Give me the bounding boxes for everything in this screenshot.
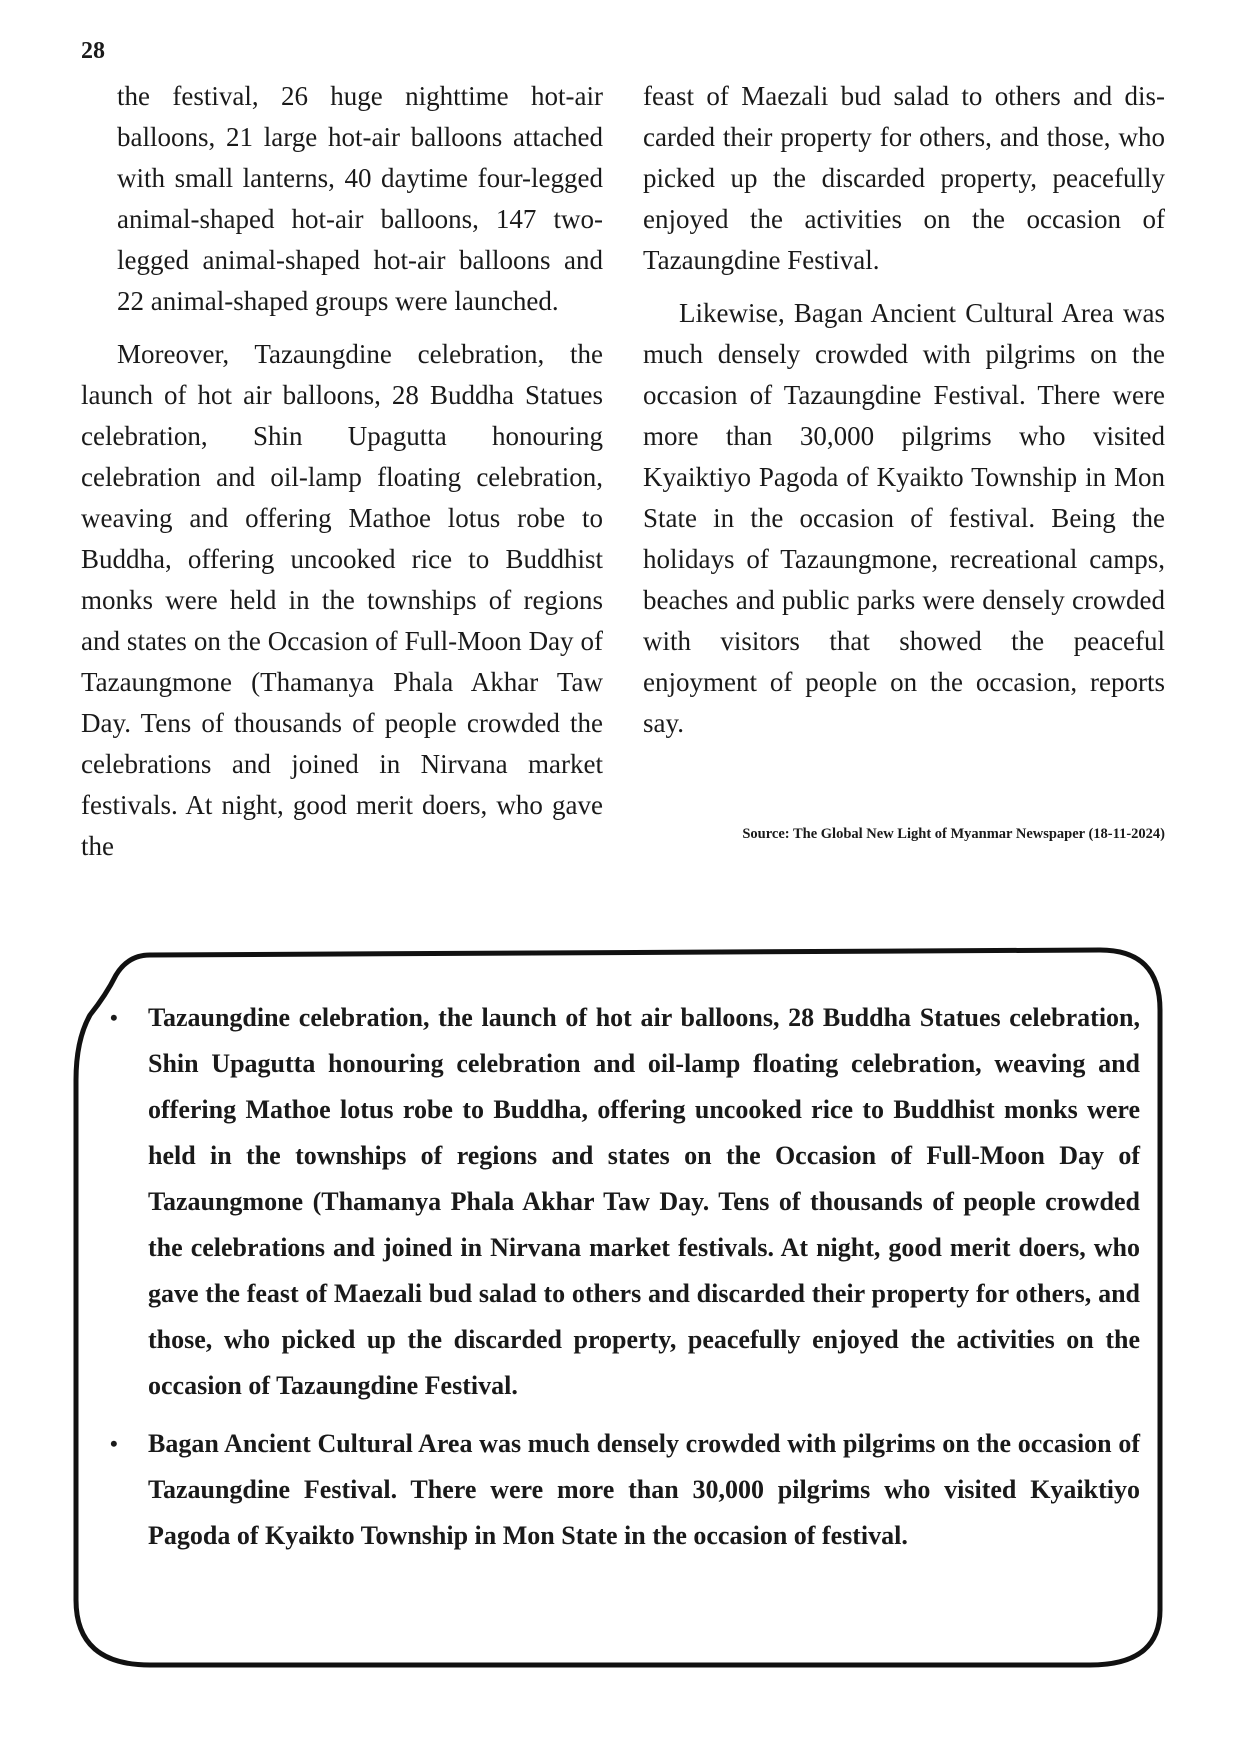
summary-list [100,995,1140,1559]
summary-box [100,995,1140,1571]
summary-point [100,1421,1140,1559]
article-paragraph: feast of Maezali bud salad to others and discarded their property for others, and those, who picked up the discarded property, peacefully enjoyed the activities on the occasion of Tazaungdine Festival. [643,81,1165,275]
page-number: 28 [81,38,105,64]
article-right-column [643,76,1165,756]
article-paragraph: Moreover, Tazaungdine celebration, the launch of hot air balloons, 28 Buddha Statues celebration, Shin Upagutta honouring celebration and oil-lamp floating celebration, weaving and offering Mathoe lotus robe to Buddha, offering uncooked rice to Buddhist monks were held in the townships of regions and states on the Occasion of Full-Moon Day of Tazaungmone (Thamanya Phala Akhar Taw Day. Tens of thousands of people crowded the celebrations and joined in Nirvana market festivals. At night, good merit doers, who gave the [81,339,603,861]
summary-point-text: Bagan Ancient Cultural Area was much densely crowded with pilgrims on the occasion of Tazaungdine Festival. There were more than 30,000 pilgrims who visited Kyaiktiyo Pagoda of Kyaikto Township in Mon State in the occasion of festival. [148,1429,1140,1550]
article-paragraph: Likewise, Bagan Ancient Cultural Area was much densely crowded with pilgrims on the occasion of Tazaungdine Festival. There were more than 30,000 pilgrims who visited Kyaiktiyo Pagoda of Kyaikto Township in Mon State in the occasion of festival. Being the holidays of Tazaungmone, recreational camps, beaches and public parks were densely crowded with visitors that showed the peaceful enjoyment of people on the occasion, reports say. [643,298,1165,738]
article-paragraph: the festival, 26 huge nighttime hot-air balloons, 21 large hot-air balloons attached with small lanterns, 40 daytime four-legged animal-shaped hot-air balloons, 147 two-legged animal-shaped hot-air balloons and 22 animal-shaped groups were launched. [117,81,603,316]
bullet-icon: • [110,1431,118,1456]
bullet-icon: • [110,1005,118,1030]
summary-point-text: Tazaungdine celebration, the launch of hot air balloons, 28 Buddha Statues celebration, Shin Upagutta honouring celebration and oil-lamp floating celebration, weaving and offering Mathoe lotus robe to Buddha, offering uncooked rice to Buddhist monks were held in the townships of regions and states on the Occasion of Full-Moon Day of Tazaungmone (Thamanya Phala Akhar Taw Day. Tens of thousands of people crowded the celebrations and joined in Nirvana market festivals. At night, good merit doers, who gave the feast of Maezali bud salad to others and discarded their property for others, and those, who picked up the discarded property, peacefully enjoyed the activities on the occasion of Tazaungdine Festival. [148,1003,1140,1400]
article-left-column [81,76,603,879]
summary-point [100,995,1140,1409]
source-citation: Source: The Global New Light of Myanmar Newspaper (18-11-2024) [742,826,1165,842]
